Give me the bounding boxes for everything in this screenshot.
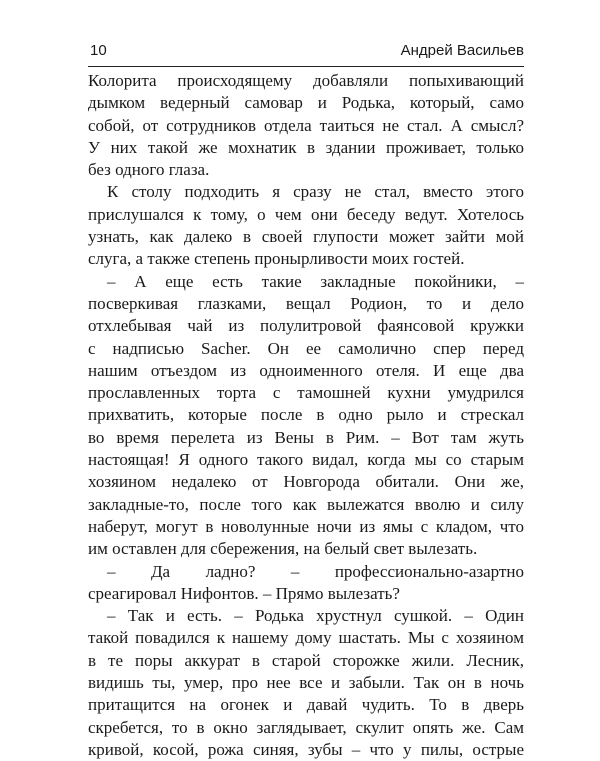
text-line: видишь ты, умер, про нее все и забыли. Так он в ночь (88, 673, 524, 693)
text-line: во время перелета из Вены в Рим. – Вот там жуть (88, 427, 524, 447)
text-line: прислушался к тому, о чем они беседу ведут. Хотелось (88, 204, 524, 224)
text-line: с надписью Sacher. Он ее самолично спер перед (88, 338, 524, 358)
text-line: – А еще есть такие закладные покойники, – (107, 271, 524, 291)
text-line: У них такой же мохнатик в здании проживает, только (88, 137, 524, 157)
text-line: кривой, косой, рожа синяя, зубы – что у пилы, острые (88, 739, 524, 759)
text-line: притащится на огонек и давай чудить. То в дверь (88, 695, 524, 715)
text-line: К столу подходить я сразу не стал, вместо этого (107, 182, 524, 202)
text-line: среагировал Нифонтов. – Прямо вылезать? (88, 583, 400, 603)
text-line: хозяином недалеко от Новгорода обитали. Они же, (88, 472, 524, 492)
text-line: наберут, могут в новолунные ночи из ямы с кладом, что (88, 516, 524, 536)
text-line: нашим отъездом из одноименного отеля. И еще два (88, 360, 524, 380)
text-line: закладные-то, после того как вылежатся вволю и силу (88, 494, 524, 514)
text-line: прихватить, которые после в одно рыло и стрескал (88, 405, 524, 425)
header-rule (88, 66, 524, 67)
text-line: слуга, а также степень пронырливости моих гостей. (88, 249, 465, 269)
text-line: прославленных торта с тамошней кухни умудрился (88, 383, 524, 403)
text-line: посверкивая глазками, вещал Родион, то и дело (88, 293, 524, 313)
text-line: в те поры аккурат в старой сторожке жили. Лесник, (88, 650, 524, 670)
text-line: – Так и есть. – Родька хрустнул сушкой. – Один (107, 606, 524, 626)
page-number: 10 (90, 42, 107, 59)
text-line: без одного глаза. (88, 160, 210, 180)
text-line: Колорита происходящему добавляли попыхивающий (88, 71, 524, 90)
running-head-author: Андрей Васильев (400, 42, 524, 59)
text-line: узнать, как далеко в своей глупости может зайти мой (88, 227, 524, 247)
text-line: им оставлен для сбережения, на белый свет вылезать. (88, 539, 478, 559)
text-line: собой, от сотрудников отдела таиться не стал. А смысл? (88, 115, 524, 135)
text-line: настоящая! Я одного такого видал, когда мы со старым (88, 450, 524, 470)
body-text (88, 70, 524, 761)
text-line: такой повадился к нашему дому шастать. Мы с хозяином (88, 628, 524, 648)
text-line: отхлебывая чай из полулитровой фаянсовой кружки (88, 316, 524, 336)
text-line: дымком ведерный самовар и Родька, который, само (88, 93, 524, 113)
page-header (90, 40, 524, 64)
text-line: – Да ладно? – профессионально-азартно (107, 561, 524, 581)
text-line: скребется, то в окно заглядывает, скулит опять же. Сам (88, 717, 524, 737)
